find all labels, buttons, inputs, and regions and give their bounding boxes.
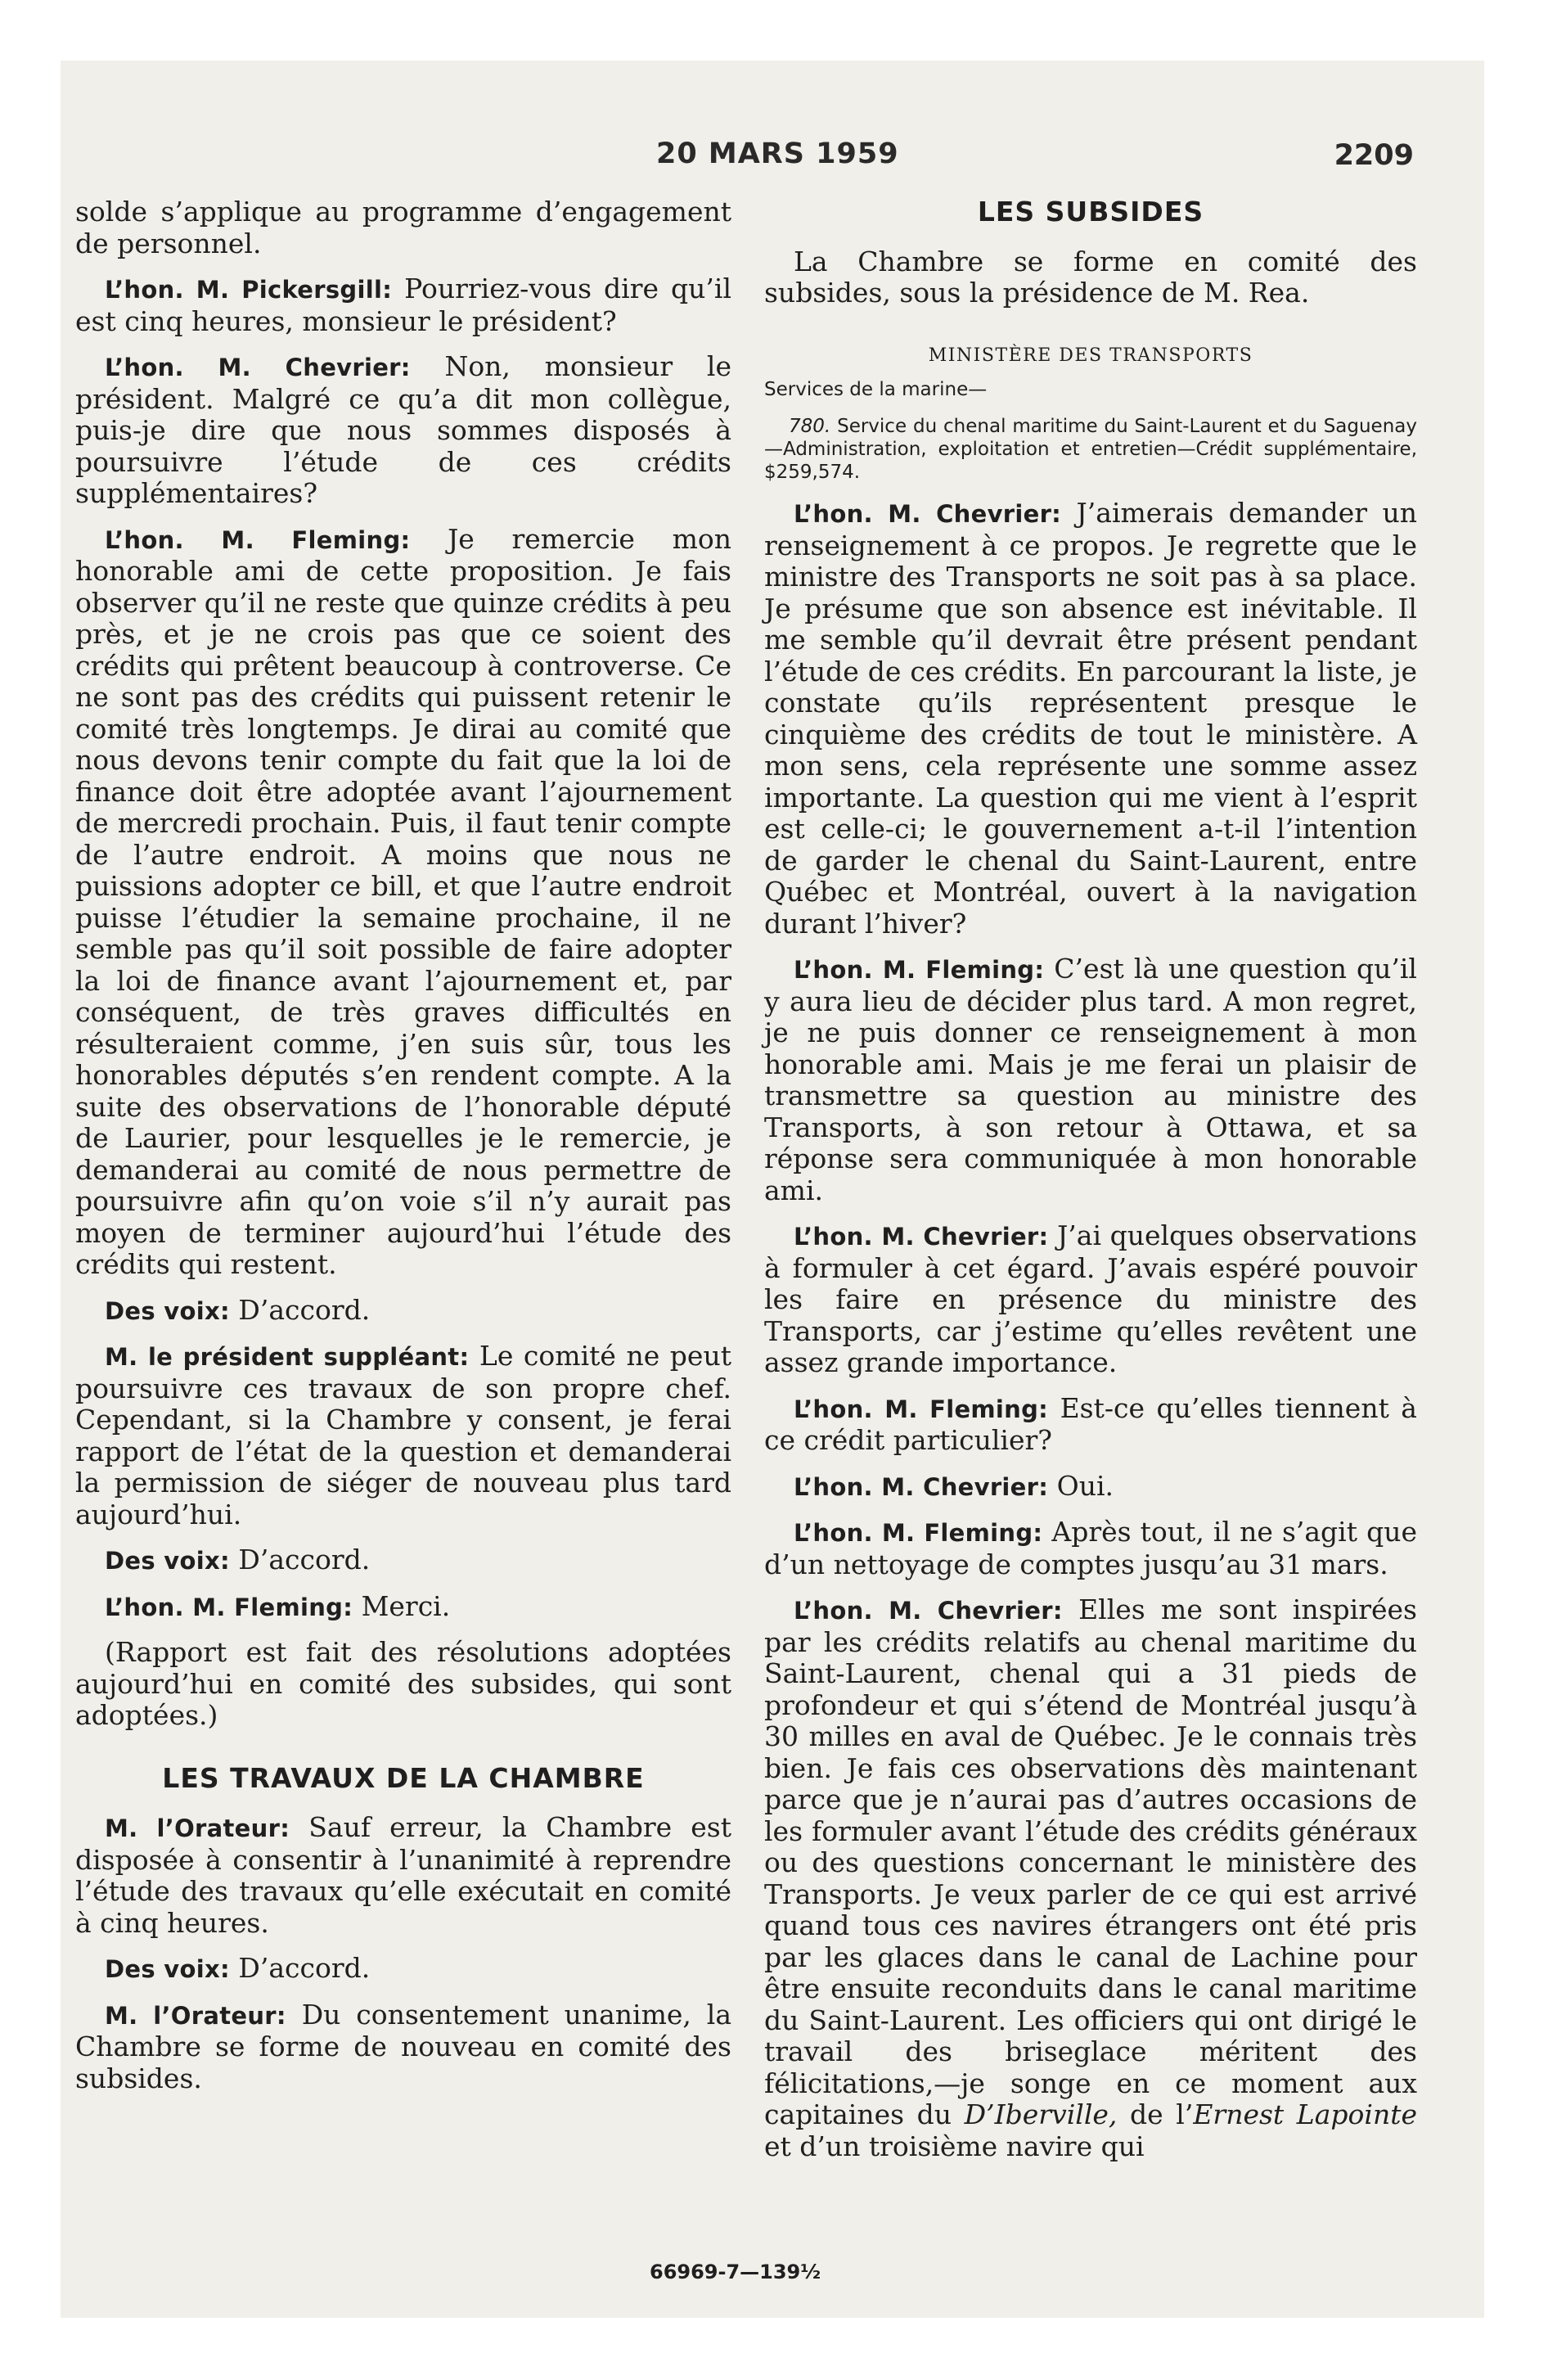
paragraph <box>75 1812 731 1939</box>
paragraph <box>75 1341 731 1530</box>
paragraph: solde s’applique au programme d’engagement de personnel. <box>75 196 731 259</box>
speaker-name: L’hon. M. Pickersgill: <box>105 276 393 304</box>
paragraph <box>764 1220 1417 1379</box>
speaker-name: Des voix: <box>105 1547 230 1575</box>
page-footer-code: 66969-7—139½ <box>650 2261 821 2283</box>
paragraph <box>764 498 1417 940</box>
paragraph <box>75 524 731 1281</box>
speaker-name: L’hon. M. Fleming: <box>794 1519 1043 1547</box>
speech-text: C’est là une question qu’il y aura lieu de décider plus tard. A mon regret, je ne puis donner ce renseignement à mon honorable ami. Mais je me ferai un plaisir de transmettre sa question au ministre des Transports, à son retour à Ottawa, et sa réponse sera communiquée à mon honorable ami. <box>764 953 1417 1206</box>
speaker-name: M. l’Orateur: <box>105 1814 290 1842</box>
paragraph <box>75 1591 731 1624</box>
ministry-heading: MINISTÈRE DES TRANSPORTS <box>928 345 1253 366</box>
paragraph: La Chambre se forme en comité des subsides, sous la présidence de M. Rea. <box>764 245 1417 309</box>
paragraph <box>764 1517 1417 1580</box>
page <box>61 61 1484 2318</box>
speech-text: Merci. <box>361 1589 451 1622</box>
speaker-name: M. l’Orateur: <box>105 2001 286 2030</box>
speaker-name: L’hon. M. Fleming: <box>105 1593 353 1621</box>
page-number: 2209 <box>1334 139 1414 172</box>
speech-text: de l’ <box>1117 2098 1194 2130</box>
speech-text: Du consentement unanime, la Chambre se forme de nouveau en comité des subsides. <box>75 1998 731 2094</box>
paragraph: (Rapport est fait des résolutions adoptées aujourd’hui en comité des subsides, qui sont adoptées.) <box>75 1636 731 1731</box>
paragraph <box>764 1594 1417 2162</box>
speech-text: Pourriez-vous dire qu’il est cinq heures, monsieur le président? <box>75 273 732 337</box>
paragraph <box>75 1544 731 1577</box>
speech-text: D’accord. <box>238 1293 371 1326</box>
speaker-name: Des voix: <box>105 1955 230 1983</box>
speech-text: J’ai quelques observations à formuler à cet égard. J’avais espéré pouvoir les faire en présence du ministre des Transports, car j’estime qu’elles revêtent une assez grande importance. <box>764 1219 1417 1378</box>
paragraph <box>764 1393 1417 1457</box>
ship-name: Ernest Lapointe <box>1193 2098 1417 2130</box>
section-title: LES TRAVAUX DE LA CHAMBRE <box>162 1761 645 1794</box>
ship-name: D’Iberville, <box>964 2098 1118 2130</box>
speaker-name: L’hon. M. Chevrier: <box>794 1223 1049 1251</box>
speaker-name: Des voix: <box>105 1296 230 1325</box>
speech-text: D’accord. <box>238 1952 371 1984</box>
speech-text: Oui. <box>1056 1469 1114 1502</box>
paragraph <box>75 351 731 510</box>
paragraph <box>75 1295 731 1327</box>
right-column <box>764 196 1417 2176</box>
section-title: LES SUBSIDES <box>977 196 1204 228</box>
speaker-name: L’hon. M. Chevrier: <box>105 354 411 381</box>
speech-text: Non, monsieur le président. Malgré ce qu’a dit mon collègue, puis-je dire que nous sommes disposés à poursuivre l’étude de ces crédits supplémentaires? <box>75 350 731 509</box>
paragraph <box>764 1471 1417 1503</box>
vote-item <box>764 415 1417 484</box>
speech-text: J’aimerais demander un renseignement à ce propos. Je regrette que le ministre des Transports ne soit pas à sa place. Je présume que son absence est inévitable. Il me semble qu’il devrait être présent pendant l’étude de ces crédits. En parcourant la liste, je constate qu’ils représentent presque le cinquième des crédits de tout le ministère. A mon sens, cela représente une somme assez importante. La question qui me vient à l’esprit est celle-ci; le gouvernement a-t-il l’intention de garder le chenal du Saint-Laurent, entre Québec et Montréal, ouvert à la navigation durant l’hiver? <box>764 497 1417 940</box>
speech-text: Est-ce qu’elles tiennent à ce crédit particulier? <box>764 1391 1417 1456</box>
paragraph <box>75 273 731 337</box>
paragraph <box>764 953 1417 1206</box>
speech-text: D’accord. <box>238 1544 371 1575</box>
speech-text: Après tout, il ne s’agit que d’un nettoyage de comptes jusqu’au 31 mars. <box>764 1516 1417 1580</box>
speaker-name: L’hon. M. Fleming: <box>794 956 1045 984</box>
left-column <box>75 196 731 2108</box>
speech-text: Elles me sont inspirées par les crédits relatifs au chenal maritime du Saint-Laurent, chenal qui a 31 pieds de profondeur et qui s’étend de Montréal jusqu’à 30 milles en aval de Québec. Je le connais très bien. Je fais ces observations dès maintenant parce que je n’aurai pas d’autres occasions de les formuler avant l’étude des crédits généraux ou des questions concernant le ministère des Transports. Je veux parler de ce qui est arrivé quand tous ces navires étrangers ont été pris par les glaces dans le canal de Lachine pour être ensuite reconduits dans le canal maritime du Saint-Laurent. Les officiers qui ont dirigé le travail des briseglace méritent des félicitations,—je songe en ce moment aux capitaines du <box>764 1593 1417 2130</box>
page-date: 20 MARS 1959 <box>656 137 899 170</box>
speaker-name: L’hon. M. Chevrier: <box>794 1597 1063 1625</box>
speaker-name: L’hon. M. Fleming: <box>794 1395 1049 1423</box>
subheading: Services de la marine— <box>764 379 988 400</box>
speech-text: et d’un troisième navire qui <box>764 2130 1145 2162</box>
speech-text: Le comité ne peut poursuivre ces travaux de son propre chef. Cependant, si la Chambre y consent, je ferai rapport de l’état de la question et demanderai la permission de siéger de nouveau plus tard aujourd’hui. <box>75 1340 731 1530</box>
paragraph <box>75 1953 731 1986</box>
speaker-name: M. le président suppléant: <box>105 1343 470 1371</box>
speaker-name: L’hon. M. Chevrier: <box>794 1472 1049 1501</box>
speech-text: Sauf erreur, la Chambre est disposée à consentir à l’unanimité à reprendre l’étude des travaux qu’elle exécutait en comité à cinq heures. <box>75 1811 732 1939</box>
speaker-name: L’hon. M. Chevrier: <box>794 500 1062 528</box>
paragraph <box>75 1999 731 2095</box>
speaker-name: L’hon. M. Fleming: <box>105 525 411 554</box>
vote-number: 780. <box>789 416 831 437</box>
speech-text: Je remercie mon honorable ami de cette proposition. Je fais observer qu’il ne reste que quinze crédits à peu près, et je ne crois pas que ce soient des crédits qui prêtent beaucoup à controverse. Ce ne sont pas des crédits qui puissent retenir le comité très longtemps. Je dirai au comité que nous devons tenir compte du fait que la loi de finance doit être adoptée avant l’ajournement de mercredi prochain. Puis, il faut tenir compte de l’autre endroit. A moins que nous ne puissions adopter ce bill, et que l’autre endroit puisse l’étudier la semaine prochaine, il ne semble pas qu’il soit possible de faire adopter la loi de finance avant l’ajournement et, par conséquent, de très graves difficultés en résulteraient comme, j’en suis sûr, tous les honorables députés s’en rendent compte. A la suite des observations de l’honorable député de Laurier, pour lesquelles je le remercie, je demanderai au comité de nous permettre de poursuivre afin qu’on voie s’il n’y aurait pas moyen de terminer aujourd’hui l’étude des crédits qui restent. <box>75 522 732 1280</box>
vote-text: Service du chenal maritime du Saint-Laurent et du Saguenay—Administration, exploitation et entretien—Crédit supplémentaire, $259,574. <box>764 416 1417 483</box>
